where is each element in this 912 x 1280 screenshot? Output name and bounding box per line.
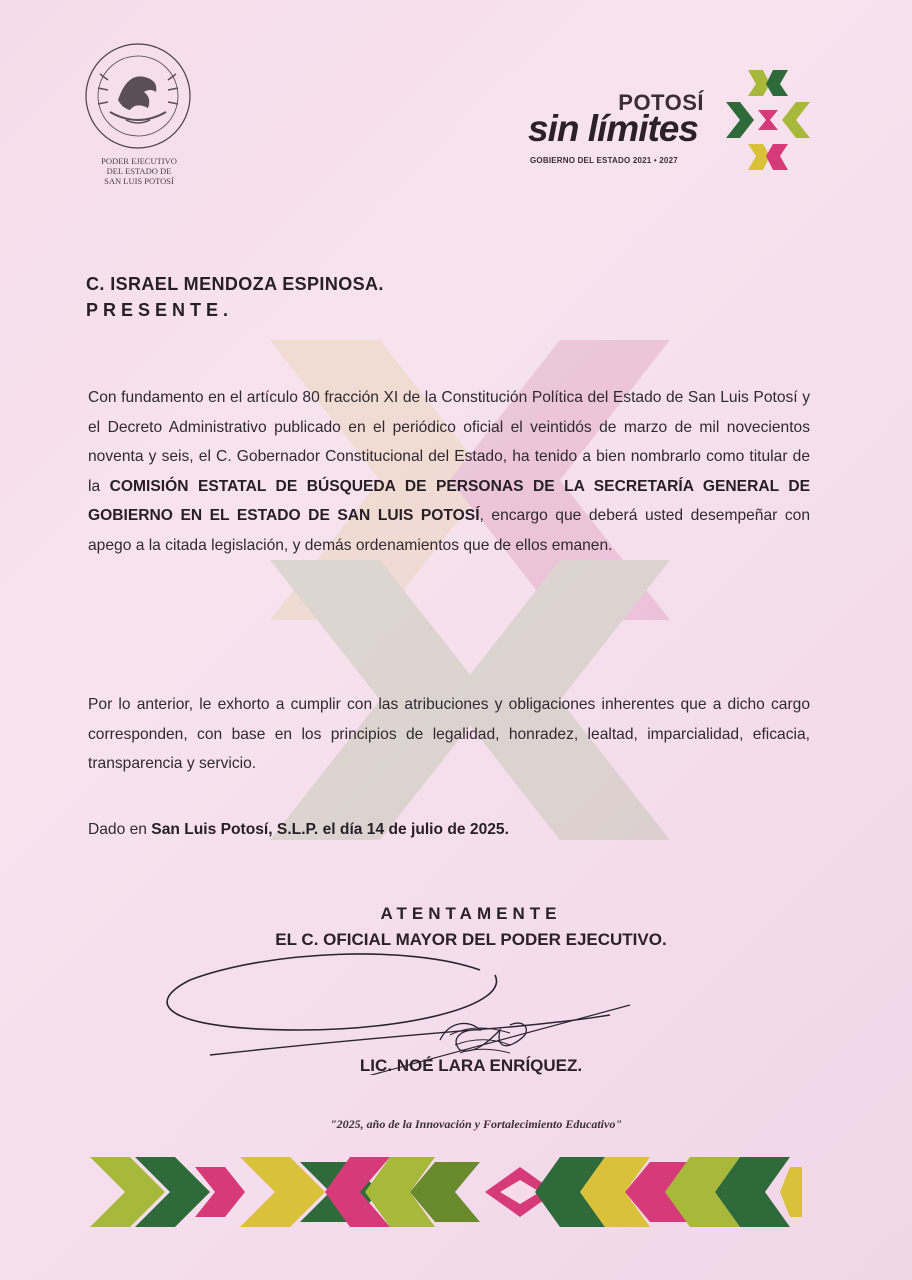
brand-top-text: POTOSÍ (618, 90, 704, 115)
seal-caption (80, 156, 198, 186)
commission-title: COMISIÓN ESTATAL DE BÚSQUEDA DE PERSONAS DE LA SECRETARÍA GENERAL DE GOBIERNO EN EL ESTADO DE SAN LUIS POTOSÍ (88, 477, 810, 524)
footer-motto: "2025, año de la Innovación y Fortalecimiento Educativo" (330, 1117, 622, 1131)
date-line-prefix: Dado en (88, 821, 152, 838)
addressee-name: C. ISRAEL MENDOZA ESPINOSA. (86, 274, 384, 294)
handwritten-signature-icon (150, 935, 640, 1075)
closing-position: EL C. OFICIAL MAYOR DEL PODER EJECUTIVO. (275, 930, 667, 949)
brand-main-text: sin límites (528, 108, 698, 149)
potosi-logo-icon (718, 62, 818, 177)
date-line-place-date: San Luis Potosí, S.L.P. el día 14 de julio de 2025. (151, 821, 509, 838)
seal-caption-line-1: PODER EJECUTIVO (101, 156, 177, 166)
date-line (88, 815, 810, 845)
signer-name: LIC. NOÉ LARA ENRÍQUEZ. (359, 1056, 583, 1075)
addressee-presente: PRESENTE. (86, 300, 234, 320)
body-paragraph-1-text-a: Con fundamento en el artículo 80 fracción XI de la Constitución Política del Estado de San Luis Potosí y el Decreto Administrativo publicado en el periódico oficial el veintidós de marzo de mil novecientos noventa y seis, el C. Gobernador Constitucional del Estado, ha tenido a bien nombrarlo como titular de la (88, 389, 810, 495)
decorative-pattern-icon (90, 1152, 802, 1232)
coat-of-arms-icon (78, 40, 198, 152)
body-paragraph-1 (88, 383, 810, 560)
body-paragraph-2: Por lo anterior, le exhorto a cumplir con las atribuciones y obligaciones inherentes que a dicho cargo corresponden, con base en los principios de legalidad, honradez, lealtad, imparcialidad, eficacia, transparencia y servicio. (88, 696, 810, 772)
brand-logo (528, 82, 728, 172)
body-paragraph-1-text-b: , encargo que deberá usted desempeñar con apego a la citada legislación, y demás ordenamientos que de ellos emanen. (88, 507, 811, 554)
seal-caption-line-2: DEL ESTADO DE (106, 166, 172, 176)
brand-subtitle: GOBIERNO DEL ESTADO 2021 • 2027 (530, 156, 678, 165)
seal-caption-line-3: SAN LUIS POTOSÍ (104, 176, 174, 186)
closing-atentamente: ATENTAMENTE (380, 904, 562, 923)
